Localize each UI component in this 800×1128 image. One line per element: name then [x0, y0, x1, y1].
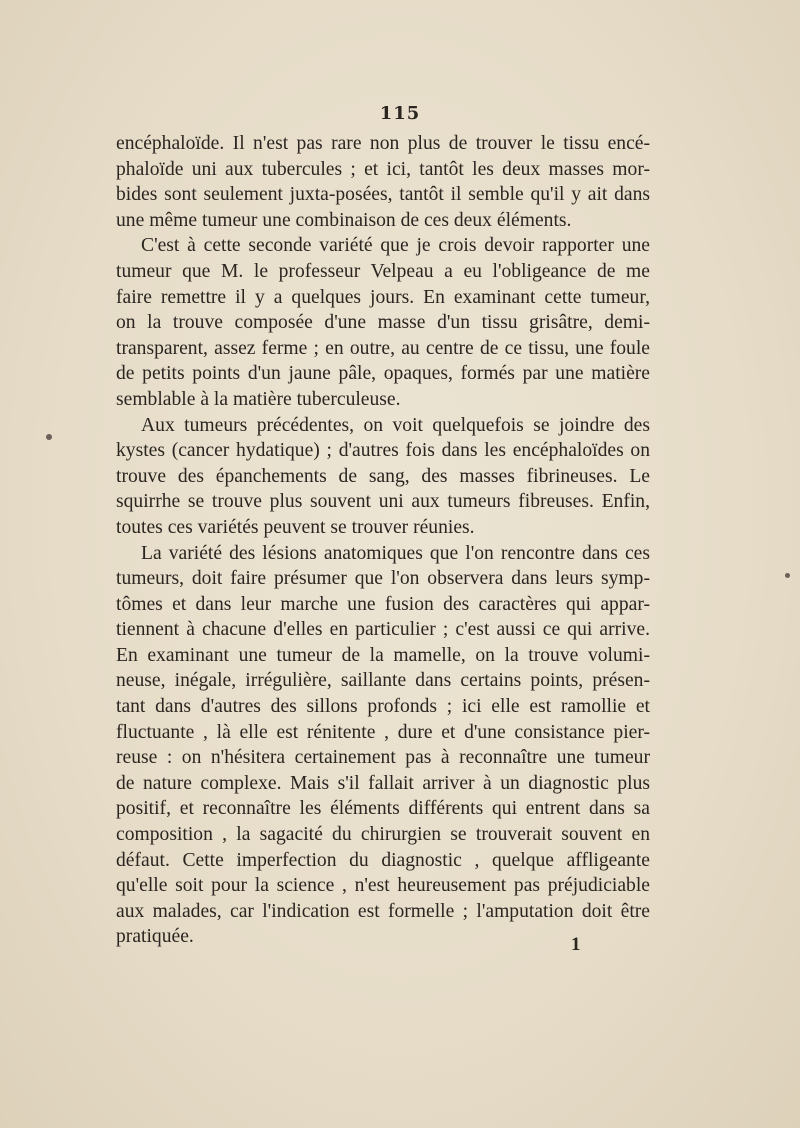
text-line: bides sont seulement juxta-posées, tantôt il semble qu'il y ait dans	[116, 184, 650, 206]
text-line: aux malades, car l'indication est formelle ; l'amputation doit être	[116, 900, 650, 922]
text-line: Aux tumeurs précédentes, on voit quelquefois se joindre des	[141, 414, 650, 436]
page-number: 115	[379, 103, 421, 124]
text-line: toutes ces variétés peuvent se trouver réunies.	[116, 516, 475, 538]
text-line: phaloïde uni aux tubercules ; et ici, tantôt les deux masses mor-	[116, 158, 650, 180]
body-text	[116, 131, 650, 950]
text-line: fluctuante , là elle est rénitente , dure et d'une consistance pier-	[116, 721, 650, 743]
text-line: transparent, assez ferme ; en outre, au centre de ce tissu, une foule	[116, 337, 650, 359]
text-line: pratiquée.	[116, 926, 194, 948]
ink-spot	[785, 573, 790, 578]
text-line: on la trouve composée d'une masse d'un tissu grisâtre, demi-	[116, 312, 650, 334]
ink-spot	[46, 434, 52, 440]
text-line: de nature complexe. Mais s'il fallait arriver à un diagnostic plus	[116, 772, 650, 794]
text-line: trouve des épanchements de sang, des masses fibrineuses. Le	[116, 465, 650, 487]
text-line: composition , la sagacité du chirurgien se trouverait souvent en	[116, 824, 650, 846]
text-line: une même tumeur une combinaison de ces deux éléments.	[116, 209, 572, 231]
text-line: qu'elle soit pour la science , n'est heureusement pas préjudiciable	[116, 875, 650, 897]
text-line: tiennent à chacune d'elles en particulier ; c'est aussi ce qui arrive.	[116, 619, 650, 641]
text-line: neuse, inégale, irrégulière, saillante dans certains points, présen-	[116, 670, 650, 692]
text-line: reuse : on n'hésitera certainement pas à reconnaître une tumeur	[116, 747, 650, 769]
text-line: kystes (cancer hydatique) ; d'autres fois dans les encéphaloïdes on	[116, 440, 650, 462]
text-line: tant dans d'autres des sillons profonds ; ici elle est ramollie et	[116, 696, 650, 718]
text-line: de petits points d'un jaune pâle, opaques, formés par une matière	[116, 363, 650, 385]
text-line: La variété des lésions anatomiques que l'on rencontre dans ces	[141, 542, 650, 564]
text-line: faire remettre il y a quelques jours. En examinant cette tumeur,	[116, 286, 650, 308]
signature-mark: 1	[571, 934, 581, 955]
text-line: encéphaloïde. Il n'est pas rare non plus de trouver le tissu encé-	[116, 133, 650, 154]
text-line: tumeur que M. le professeur Velpeau a eu l'obligeance de me	[116, 260, 650, 282]
text-line: positif, et reconnaître les éléments différents qui entrent dans sa	[116, 798, 650, 820]
text-line: semblable à la matière tuberculeuse.	[116, 388, 401, 410]
text-line: tumeurs, doit faire présumer que l'on observera dans leurs symp-	[116, 568, 650, 590]
text-line: C'est à cette seconde variété que je crois devoir rapporter une	[141, 235, 650, 257]
text-line: squirrhe se trouve plus souvent uni aux tumeurs fibreuses. Enfin,	[116, 491, 650, 513]
text-line: défaut. Cette imperfection du diagnostic , quelque affligeante	[116, 849, 650, 871]
text-line: tômes et dans leur marche une fusion des caractères qui appar-	[116, 593, 650, 615]
text-line: En examinant une tumeur de la mamelle, on la trouve volumi-	[116, 644, 650, 666]
